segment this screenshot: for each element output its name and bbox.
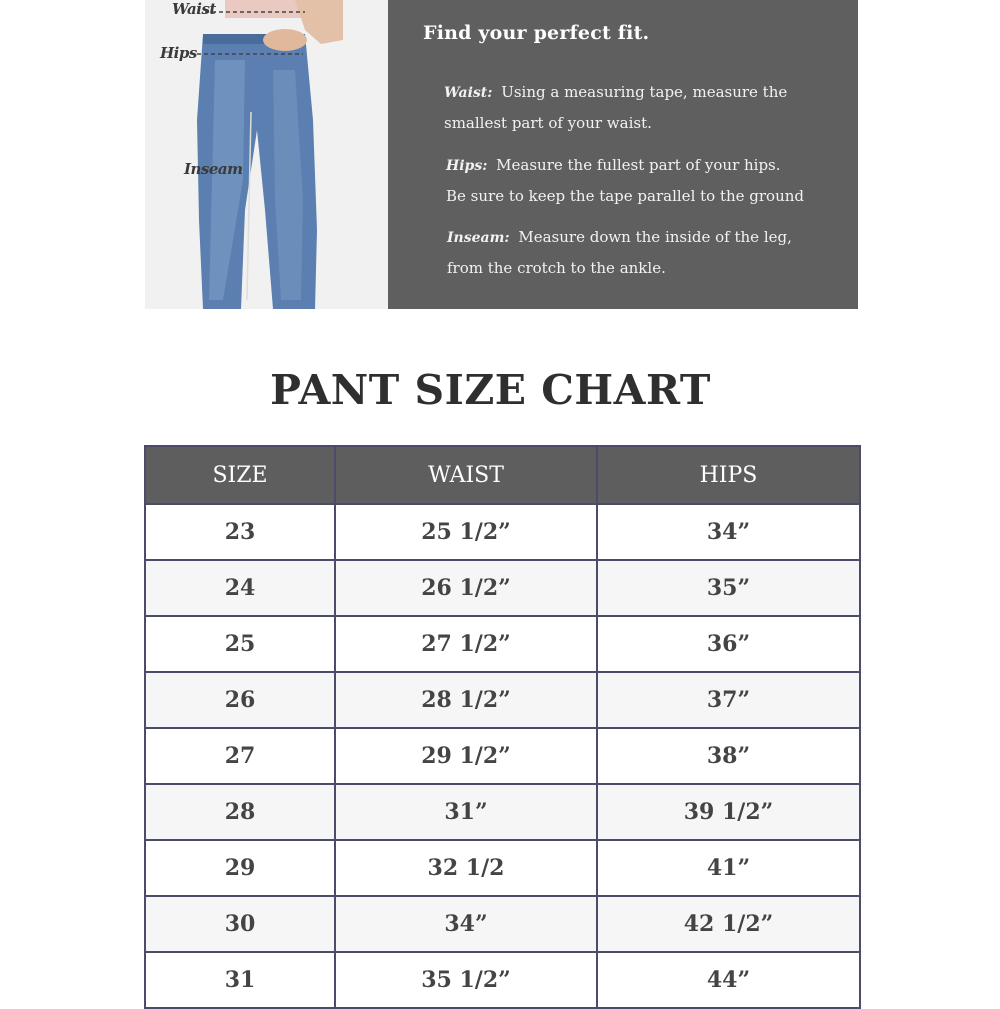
fit-guide-panel [388,0,858,309]
hips-measure-label: Hips [160,44,197,62]
waist-cell: 35 1/2” [335,952,597,1008]
table-row [145,896,860,952]
hips-cell: 37” [597,672,860,728]
hips-column-header: HIPS [597,446,860,504]
size-cell: 27 [145,728,335,784]
waist-cell: 28 1/2” [335,672,597,728]
hips-cell: 39 1/2” [597,784,860,840]
waist-tip-term: Waist: [444,85,493,101]
waist-tip-line1: Using a measuring tape, measure the [501,83,788,101]
hips-cell: 35” [597,560,860,616]
size-cell: 28 [145,784,335,840]
waist-measure-label: Waist [172,0,216,18]
panel-heading: Find your perfect fit. [423,22,650,44]
waist-cell: 29 1/2” [335,728,597,784]
table-row [145,840,860,896]
hips-tip-line1: Measure the fullest part of your hips. [496,156,781,174]
size-chart-table [144,445,861,1009]
inseam-tip-line1: Measure down the inside of the leg, [518,228,792,246]
hips-cell: 34” [597,504,860,560]
size-cell: 24 [145,560,335,616]
hips-tip-term: Hips: [446,158,488,174]
hips-tip-line2: Be sure to keep the tape parallel to the ground [446,187,805,205]
size-cell: 31 [145,952,335,1008]
inseam-tip-term: Inseam: [447,230,510,246]
hips-cell: 44” [597,952,860,1008]
hips-cell: 38” [597,728,860,784]
inseam-tip [447,222,792,283]
size-cell: 25 [145,616,335,672]
hips-tip [446,150,804,211]
table-row [145,728,860,784]
table-row [145,560,860,616]
hips-cell: 36” [597,616,860,672]
waist-column-header: WAIST [335,446,597,504]
hips-cell: 41” [597,840,860,896]
table-row [145,616,860,672]
waist-tip [444,77,787,138]
size-cell: 26 [145,672,335,728]
inseam-measure-label: Inseam [184,160,243,178]
chart-title: PANT SIZE CHART [270,366,711,414]
hips-cell: 42 1/2” [597,896,860,952]
size-column-header: SIZE [145,446,335,504]
waist-cell: 32 1/2 [335,840,597,896]
size-cell: 30 [145,896,335,952]
inseam-tip-line2: from the crotch to the ankle. [447,259,666,277]
waist-cell: 34” [335,896,597,952]
waist-cell: 26 1/2” [335,560,597,616]
table-row [145,672,860,728]
table-row [145,784,860,840]
size-cell: 29 [145,840,335,896]
table-row [145,504,860,560]
waist-cell: 27 1/2” [335,616,597,672]
size-cell: 23 [145,504,335,560]
table-header-row [145,446,860,504]
waist-tip-line2: smallest part of your waist. [444,114,652,132]
waist-cell: 31” [335,784,597,840]
waist-cell: 25 1/2” [335,504,597,560]
